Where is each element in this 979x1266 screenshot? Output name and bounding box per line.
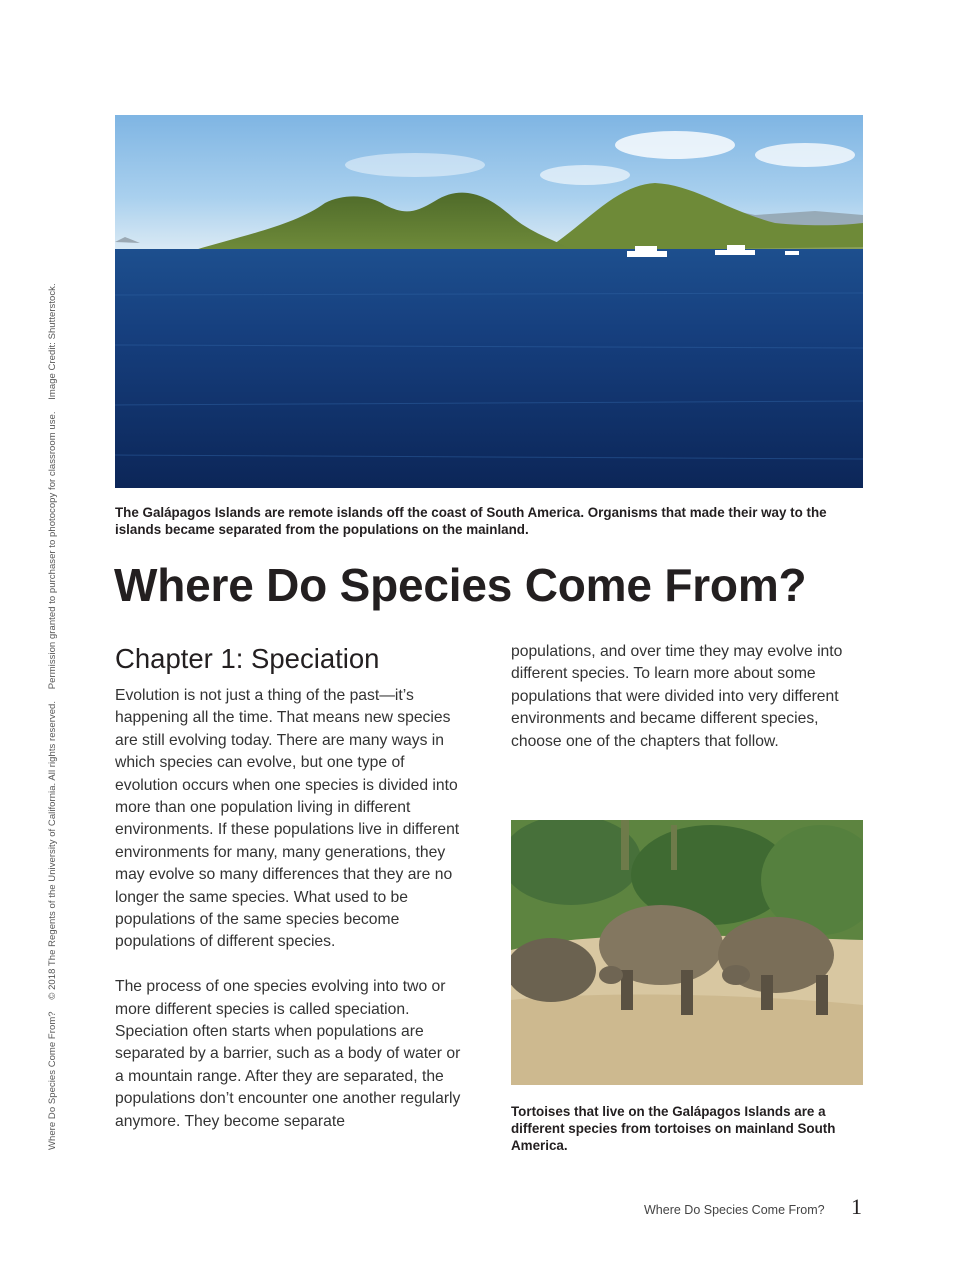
hero-caption: The Galápagos Islands are remote islands off the coast of South America. Organisms that made their way to the islands became separated from the populations on the mainland. — [115, 505, 827, 537]
body-paragraph-1: Evolution is not just a thing of the past—it’s happening all the time. That means new species are still evolving today. There are many ways in which species can evolve, but one type of evolution occurs when one species is divided into more than one population living in different environments. If these populations live in different environments for many, many generations, they may evolve so many differences that they are no longer the same species. What used to be populations of the same species become populations of different species. — [115, 687, 460, 951]
side-credit-image: Image Credit: Shutterstock. — [47, 283, 58, 400]
body-right-column — [511, 641, 871, 753]
body-paragraph-3: populations, and over time they may evolve into different species. To learn more about some populations that were divided into very different environments and became different species, choose one of the chapters that follow. — [511, 643, 843, 750]
footer-running-title: Where Do Species Come From? — [644, 1203, 825, 1217]
side-credit-permission: Permission granted to purchaser to photocopy for classroom use. — [47, 411, 58, 690]
tortoise-caption: Tortoises that live on the Galápagos Islands are a different species from tortoises on mainland South America. — [511, 1104, 836, 1153]
side-credit-line — [47, 260, 58, 1150]
page-number: 1 — [851, 1194, 862, 1219]
galapagos-islands-photo — [115, 115, 863, 488]
body-left-column — [115, 685, 470, 1156]
side-credit-copyright: © 2018 The Regents of the University of California. All rights reserved. — [47, 700, 58, 1000]
tortoises-photo — [511, 820, 863, 1085]
page-title: Where Do Species Come From? — [114, 559, 807, 611]
chapter-heading: Chapter 1: Speciation — [115, 643, 380, 674]
side-credit-title: Where Do Species Come From? — [47, 1011, 58, 1150]
body-paragraph-2: The process of one species evolving into two or more different species is called speciation. Speciation often starts when populations are separated by a barrier, such as a body of water or a mountain range. After they are separated, the populations don’t encounter one another regularly anymore. They become separate — [115, 978, 461, 1130]
